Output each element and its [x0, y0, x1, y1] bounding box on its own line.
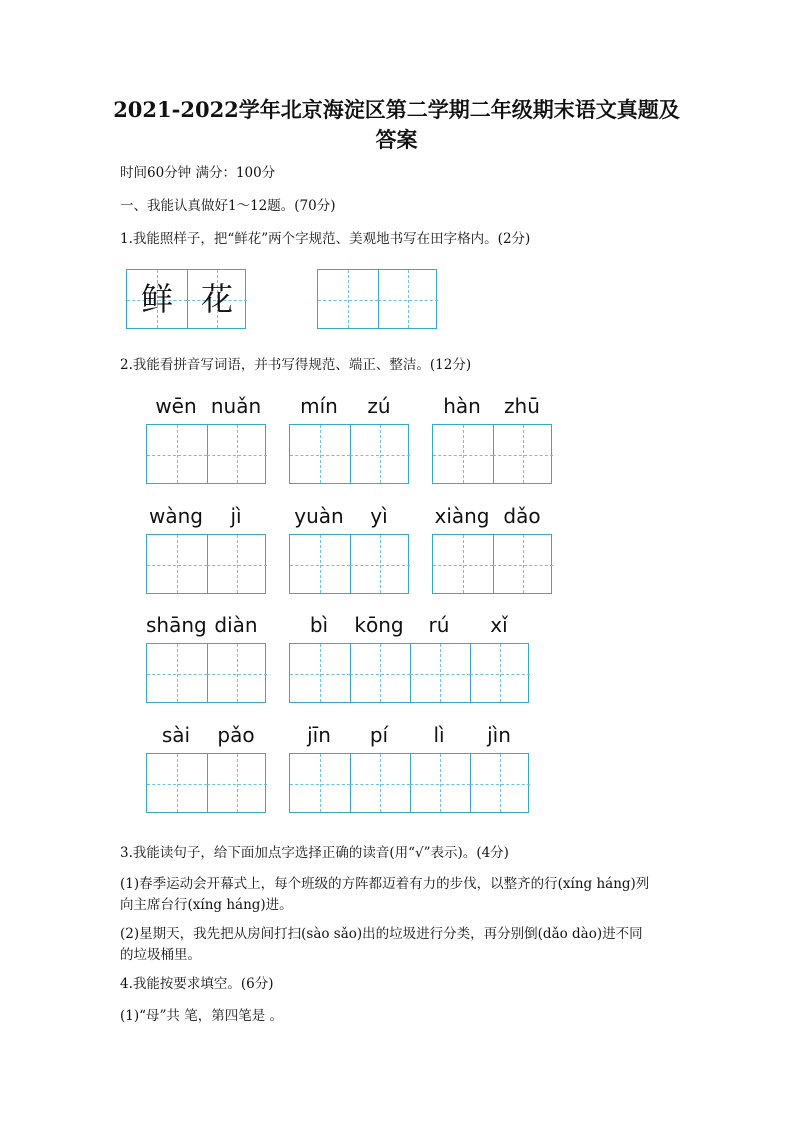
pinyin-label: dǎo: [503, 504, 541, 528]
pinyin-label: lì: [433, 723, 445, 747]
guide-line-horizontal: [147, 674, 207, 675]
tianzige-cell[interactable]: [350, 425, 410, 483]
tianzige-box[interactable]: [289, 534, 409, 594]
sample-character: 花: [200, 280, 233, 318]
tianzige-cell[interactable]: [147, 425, 207, 483]
guide-line-horizontal: [207, 674, 267, 675]
tianzige-box[interactable]: [432, 534, 552, 594]
question-4-part1: (1)“母”共 笔，第四笔是 。: [120, 1008, 284, 1024]
pinyin-label: mín: [300, 394, 338, 418]
pinyin-label: zhū: [504, 394, 540, 418]
question-3: 3.我能读句子，给下面加点字选择正确的读音(用“√”表示)。(4分): [120, 845, 509, 861]
tianzige-box[interactable]: [126, 269, 246, 329]
pinyin-label: pǎo: [217, 723, 255, 747]
section-heading: 一、我能认真做好1～12题。(70分): [120, 198, 336, 214]
tianzige-cell[interactable]: [350, 754, 410, 812]
tianzige-box[interactable]: [289, 753, 529, 813]
guide-line-horizontal: [290, 565, 350, 566]
guide-line-horizontal: [207, 455, 267, 456]
tianzige-cell[interactable]: [207, 644, 267, 702]
guide-line-horizontal: [410, 674, 470, 675]
tianzige-cell[interactable]: [470, 754, 530, 812]
tianzige-cell[interactable]: [378, 270, 438, 328]
guide-line-horizontal: [318, 300, 378, 301]
pinyin-label: shāng: [146, 613, 207, 637]
pinyin-label: xiàng: [434, 504, 490, 528]
pinyin-label: sài: [161, 723, 191, 747]
pinyin-label: diàn: [214, 613, 258, 637]
question-3-part1-line1: (1)春季运动会开幕式上，每个班级的方阵都迈着有力的步伐，以整齐的行(xíng háng)列: [120, 876, 650, 892]
tianzige-cell[interactable]: [493, 535, 553, 593]
guide-line-horizontal: [493, 565, 553, 566]
pinyin-label: jì: [230, 504, 242, 528]
tianzige-cell[interactable]: [290, 425, 350, 483]
guide-line-horizontal: [350, 455, 410, 456]
tianzige-box[interactable]: [432, 424, 552, 484]
tianzige-cell[interactable]: [290, 644, 350, 702]
tianzige-cell[interactable]: [318, 270, 378, 328]
pinyin-label: wēn: [155, 394, 197, 418]
tianzige-cell[interactable]: [147, 644, 207, 702]
tianzige-box[interactable]: [146, 643, 266, 703]
tianzige-cell[interactable]: [147, 754, 207, 812]
tianzige-box[interactable]: [289, 424, 409, 484]
guide-line-horizontal: [207, 565, 267, 566]
pinyin-label: yuàn: [294, 504, 344, 528]
pinyin-label: rú: [428, 613, 450, 637]
pinyin-label: bì: [309, 613, 329, 637]
tianzige-cell[interactable]: [493, 425, 553, 483]
guide-line-horizontal: [350, 784, 410, 785]
tianzige-cell[interactable]: [290, 754, 350, 812]
pinyin-label: pí: [369, 723, 389, 747]
guide-line-horizontal: [433, 455, 493, 456]
tianzige-box[interactable]: [146, 424, 266, 484]
pinyin-label: nuǎn: [210, 394, 262, 418]
pinyin-label: kōng: [354, 613, 404, 637]
guide-line-horizontal: [433, 565, 493, 566]
guide-line-horizontal: [470, 674, 530, 675]
tianzige-box[interactable]: [289, 643, 529, 703]
tianzige-box[interactable]: [146, 534, 266, 594]
pinyin-label: hàn: [443, 394, 481, 418]
question-2: 2.我能看拼音写词语，并书写得规范、端正、整洁。(12分): [120, 357, 472, 373]
question-1: 1.我能照样子，把“鲜花”两个字规范、美观地书写在田字格内。(2分): [120, 231, 531, 247]
tianzige-cell[interactable]: [207, 535, 267, 593]
tianzige-cell[interactable]: [410, 754, 470, 812]
pinyin-label: yì: [370, 504, 388, 528]
guide-line-horizontal: [147, 784, 207, 785]
tianzige-cell[interactable]: [290, 535, 350, 593]
guide-line-horizontal: [147, 565, 207, 566]
guide-line-horizontal: [207, 784, 267, 785]
guide-line-horizontal: [410, 784, 470, 785]
question-3-part2-line1: (2)星期天，我先把从房间打扫(sào sǎo)出的垃圾进行分类，再分别倒(dǎo dào)进不同: [120, 926, 643, 942]
tianzige-cell[interactable]: [350, 644, 410, 702]
tianzige-cell[interactable]: [187, 270, 247, 328]
sample-character: 鲜: [140, 280, 173, 318]
tianzige-box[interactable]: [146, 753, 266, 813]
question-3-part2-line2: 的垃圾桶里。: [120, 947, 201, 963]
guide-line-horizontal: [470, 784, 530, 785]
tianzige-cell[interactable]: [207, 754, 267, 812]
tianzige-cell[interactable]: [350, 535, 410, 593]
guide-line-horizontal: [350, 674, 410, 675]
pinyin-label: zú: [367, 394, 391, 418]
tianzige-cell[interactable]: [147, 535, 207, 593]
pinyin-label: jīn: [307, 723, 331, 747]
guide-line-horizontal: [350, 565, 410, 566]
document-title-line1: 2021-2022学年北京海淀区第二学期二年级期末语文真题及: [113, 97, 680, 122]
tianzige-cell[interactable]: [410, 644, 470, 702]
guide-line-horizontal: [290, 455, 350, 456]
guide-line-horizontal: [147, 455, 207, 456]
tianzige-cell[interactable]: [127, 270, 187, 328]
tianzige-cell[interactable]: [207, 425, 267, 483]
guide-line-horizontal: [493, 455, 553, 456]
tianzige-cell[interactable]: [433, 535, 493, 593]
tianzige-cell[interactable]: [470, 644, 530, 702]
guide-line-horizontal: [290, 674, 350, 675]
pinyin-label: jìn: [487, 723, 511, 747]
question-4: 4.我能按要求填空。(6分): [120, 976, 274, 992]
guide-line-horizontal: [290, 784, 350, 785]
document-title-line2: 答案: [375, 127, 418, 152]
question-3-part1-line2: 向主席台行(xíng háng)进。: [120, 897, 293, 913]
guide-line-horizontal: [378, 300, 438, 301]
tianzige-box[interactable]: [317, 269, 437, 329]
pinyin-label: xǐ: [490, 613, 508, 637]
exam-info: 时间60分钟 满分：100分: [120, 165, 276, 181]
tianzige-cell[interactable]: [433, 425, 493, 483]
pinyin-label: wàng: [149, 504, 203, 528]
